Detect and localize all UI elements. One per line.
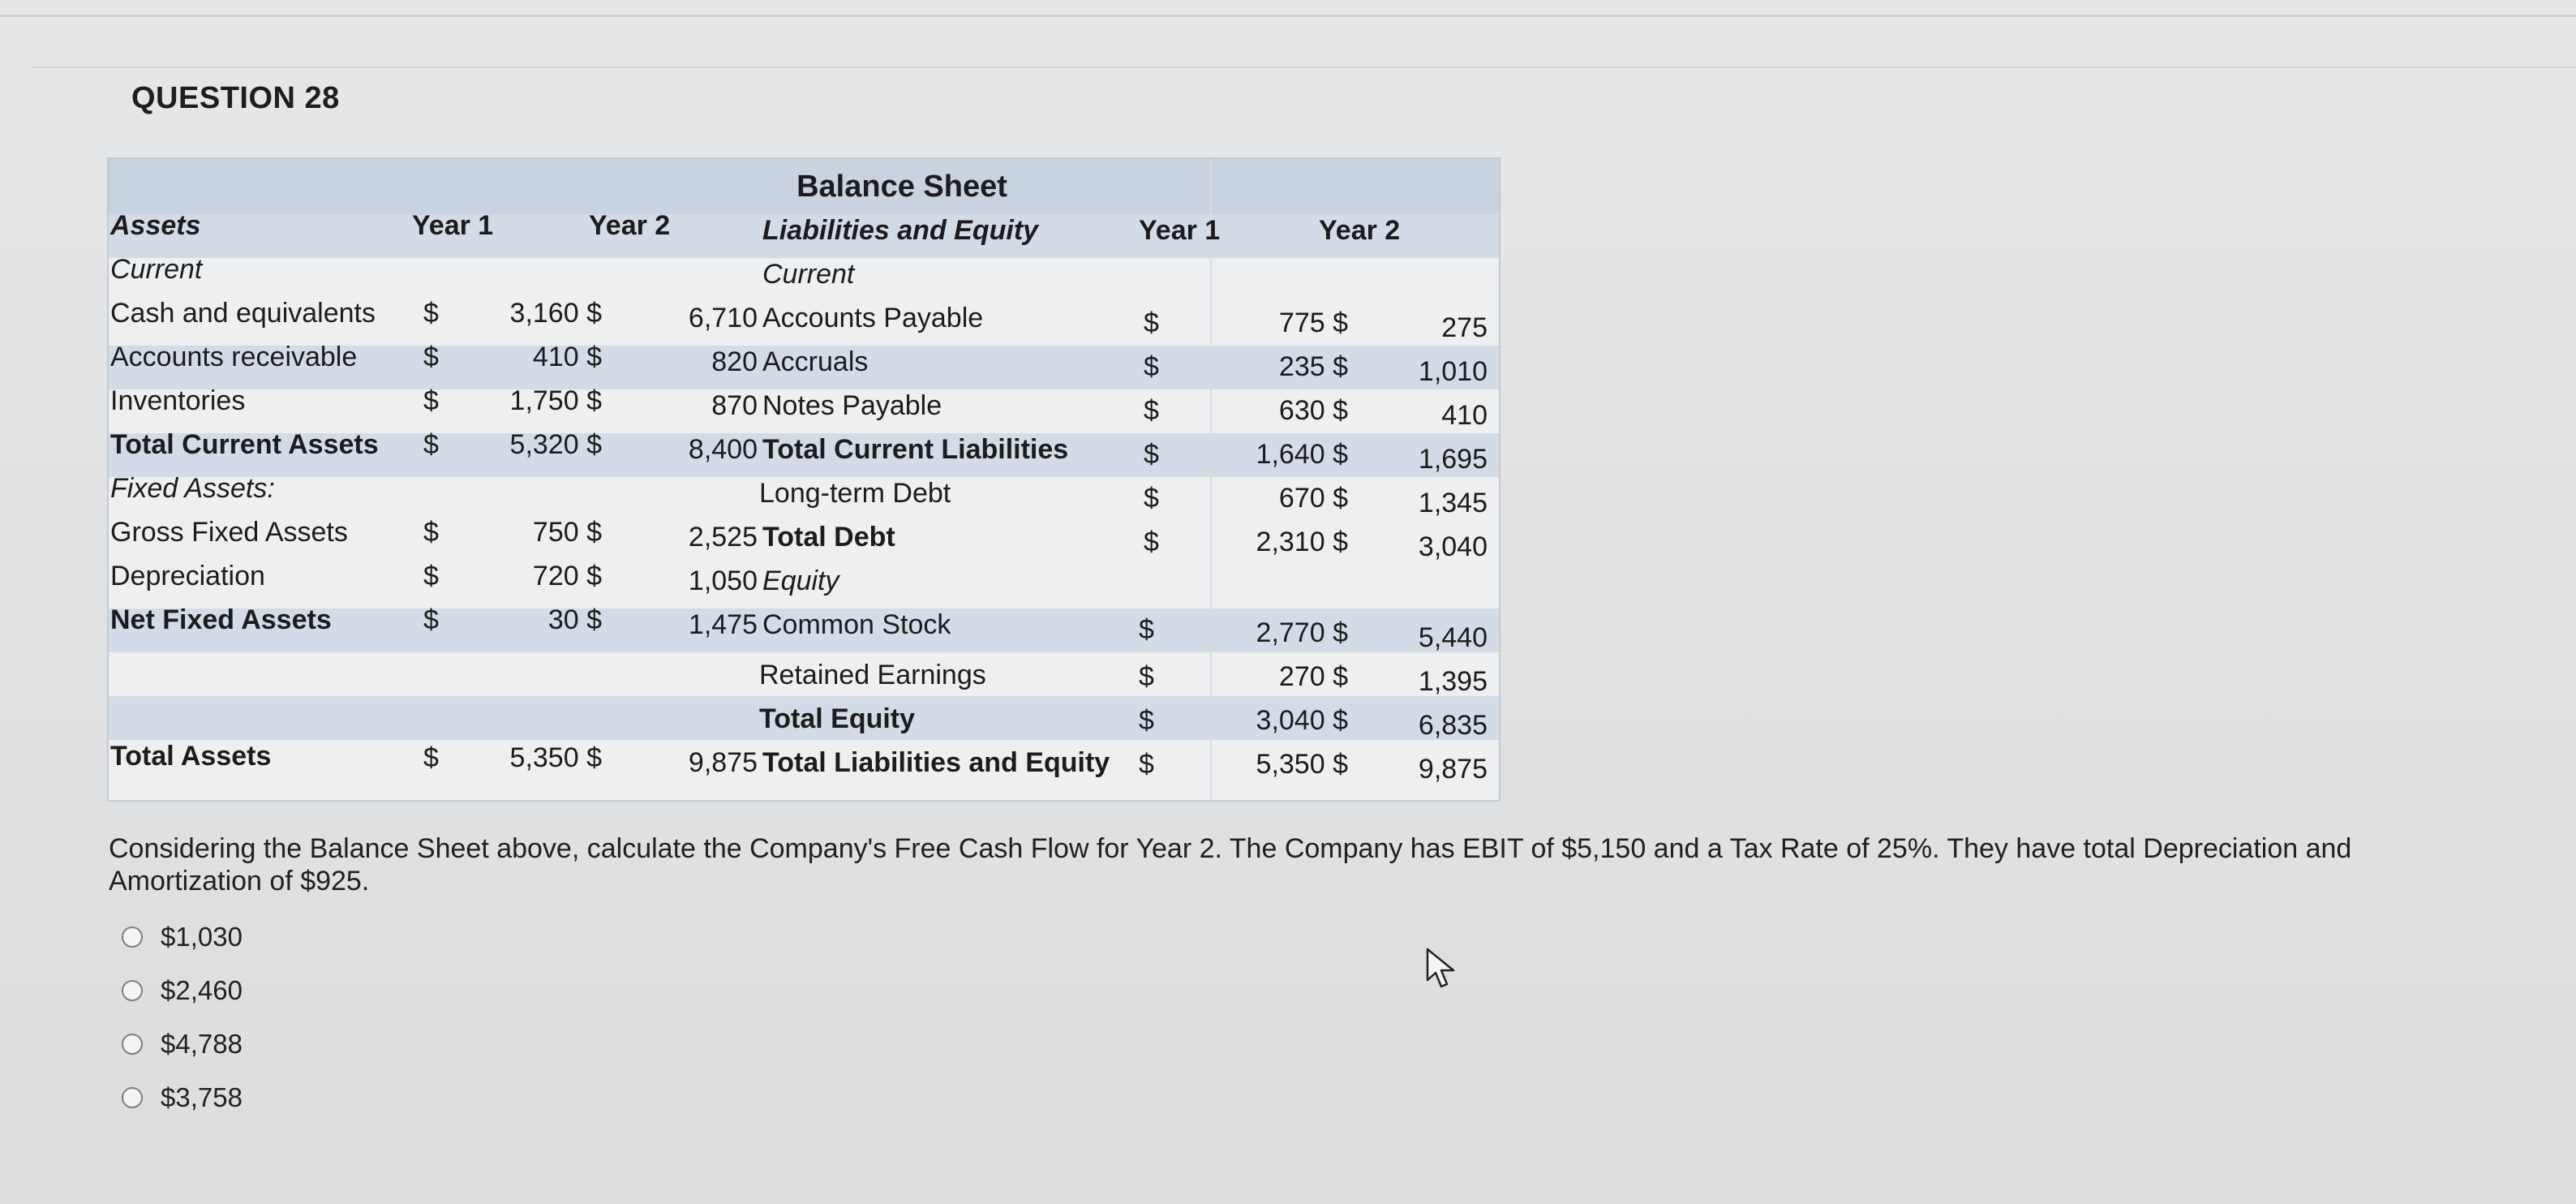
right-year1-currency: $	[1144, 439, 1159, 470]
radio-button[interactable]	[122, 927, 143, 948]
right-row-label: Total Debt	[762, 522, 895, 553]
mouse-pointer-icon	[1424, 948, 1460, 991]
radio-button[interactable]	[122, 980, 143, 1001]
right-year1-value: 1,640 $	[1256, 439, 1348, 470]
year1-value: 410 $	[532, 342, 602, 372]
right-year1-value: 3,040 $	[1256, 705, 1348, 736]
row-label: Gross Fixed Assets	[110, 517, 348, 548]
left-year2-header: Year 2	[589, 210, 671, 241]
right-year2-value: 410	[1441, 400, 1488, 431]
row-label: Inventories	[110, 385, 246, 416]
right-year2-value: 275	[1441, 312, 1488, 343]
row-label: Depreciation	[110, 561, 265, 591]
answer-option[interactable]	[122, 922, 243, 952]
right-row-label: Common Stock	[762, 609, 951, 640]
question-prompt: Considering the Balance Sheet above, calculate the Company's Free Cash Flow for Year 2. The Company has EBIT of $5,150 and a Tax Rate of 25%. They have total Depreciation and Amortization of $925.	[109, 833, 2352, 897]
right-year2-value: 1,695	[1418, 444, 1488, 475]
row-label: Cash and equivalents	[110, 298, 376, 329]
year1-currency: $	[423, 429, 439, 460]
row-label: Total Assets	[110, 741, 272, 772]
left-year1-header: Year 1	[412, 210, 494, 241]
row-label: Accounts receivable	[110, 342, 358, 372]
right-year1-currency: $	[1139, 614, 1154, 645]
year2-value: 870	[711, 390, 758, 421]
top-divider	[0, 15, 2576, 17]
right-year1-value: 5,350 $	[1256, 749, 1348, 780]
right-year1-currency: $	[1139, 705, 1154, 736]
right-row-label: Total Current Liabilities	[762, 434, 1069, 465]
sheet-title: Balance Sheet	[796, 170, 1007, 204]
right-year1-value: 2,770 $	[1256, 617, 1348, 648]
balance-sheet-table	[107, 157, 1501, 802]
right-year1-value: 670 $	[1278, 483, 1348, 514]
answer-option[interactable]	[122, 1029, 243, 1060]
right-year2-header: Year 2	[1319, 215, 1401, 246]
right-row-label: Accounts Payable	[762, 303, 984, 333]
year1-value: 5,320 $	[509, 429, 602, 460]
question-title: QUESTION 28	[131, 81, 340, 115]
year1-currency: $	[423, 561, 439, 591]
right-row-label: Retained Earnings	[759, 660, 986, 690]
right-year1-value: 235 $	[1278, 351, 1348, 382]
year1-value: 30 $	[547, 604, 602, 635]
row-label: Fixed Assets:	[110, 473, 275, 504]
year1-currency: $	[423, 385, 439, 416]
right-year1-header: Year 1	[1139, 215, 1221, 246]
right-year1-value: 775 $	[1278, 307, 1348, 338]
right-row-label: Equity	[762, 565, 839, 596]
year2-value: 6,710	[688, 303, 758, 333]
year2-value: 8,400	[688, 434, 758, 465]
year2-value: 2,525	[688, 522, 758, 553]
row-label: Total Current Assets	[110, 429, 379, 460]
right-row-label: Accruals	[762, 346, 869, 377]
radio-button[interactable]	[122, 1034, 143, 1055]
option-label: $2,460	[161, 975, 243, 1005]
right-year2-value: 6,835	[1418, 710, 1488, 741]
year1-currency: $	[423, 742, 439, 773]
year2-value: 1,475	[688, 609, 758, 640]
right-year2-value: 9,875	[1418, 754, 1488, 785]
right-row-label: Total Liabilities and Equity	[762, 747, 1110, 778]
row-label: Net Fixed Assets	[110, 604, 332, 635]
year1-currency: $	[423, 517, 439, 548]
answer-option[interactable]	[122, 1082, 243, 1113]
right-year1-value: 2,310 $	[1256, 527, 1348, 557]
assets-header: Assets	[110, 210, 201, 241]
right-row-label: Long-term Debt	[759, 478, 951, 509]
answer-option[interactable]	[122, 975, 243, 1006]
option-label: $1,030	[161, 922, 243, 952]
column-divider	[1210, 157, 1212, 802]
right-year2-value: 1,010	[1418, 356, 1488, 387]
right-year1-currency: $	[1139, 749, 1154, 780]
year2-value: 820	[711, 346, 758, 377]
right-year1-currency: $	[1144, 351, 1159, 382]
year2-value: 1,050	[688, 565, 758, 596]
right-year2-value: 3,040	[1418, 531, 1488, 562]
radio-button[interactable]	[122, 1087, 143, 1108]
right-row-label: Notes Payable	[762, 390, 942, 421]
question-divider	[32, 67, 2576, 68]
year1-currency: $	[423, 604, 439, 635]
row-label: Current	[110, 254, 203, 285]
year1-currency: $	[423, 342, 439, 372]
year2-value: 9,875	[688, 747, 758, 778]
year1-value: 5,350 $	[509, 742, 602, 773]
right-year2-value: 1,395	[1418, 666, 1488, 697]
right-year1-currency: $	[1144, 483, 1159, 514]
right-year1-currency: $	[1144, 307, 1159, 338]
year1-value: 3,160 $	[509, 298, 602, 329]
right-year1-currency: $	[1139, 661, 1154, 692]
right-row-label: Total Equity	[759, 703, 916, 734]
year1-value: 720 $	[532, 561, 602, 591]
right-year1-value: 630 $	[1278, 395, 1348, 426]
option-label: $4,788	[161, 1029, 243, 1059]
liabilities-equity-header: Liabilities and Equity	[762, 215, 1039, 246]
right-year2-value: 1,345	[1418, 488, 1488, 518]
right-year1-currency: $	[1144, 395, 1159, 426]
right-row-label: Current	[762, 259, 855, 290]
year1-currency: $	[423, 298, 439, 329]
year1-value: 1,750 $	[509, 385, 602, 416]
right-year1-currency: $	[1144, 527, 1159, 557]
right-year1-value: 270 $	[1278, 661, 1348, 692]
right-year2-value: 5,440	[1418, 622, 1488, 653]
year1-value: 750 $	[532, 517, 602, 548]
option-label: $3,758	[161, 1082, 243, 1112]
